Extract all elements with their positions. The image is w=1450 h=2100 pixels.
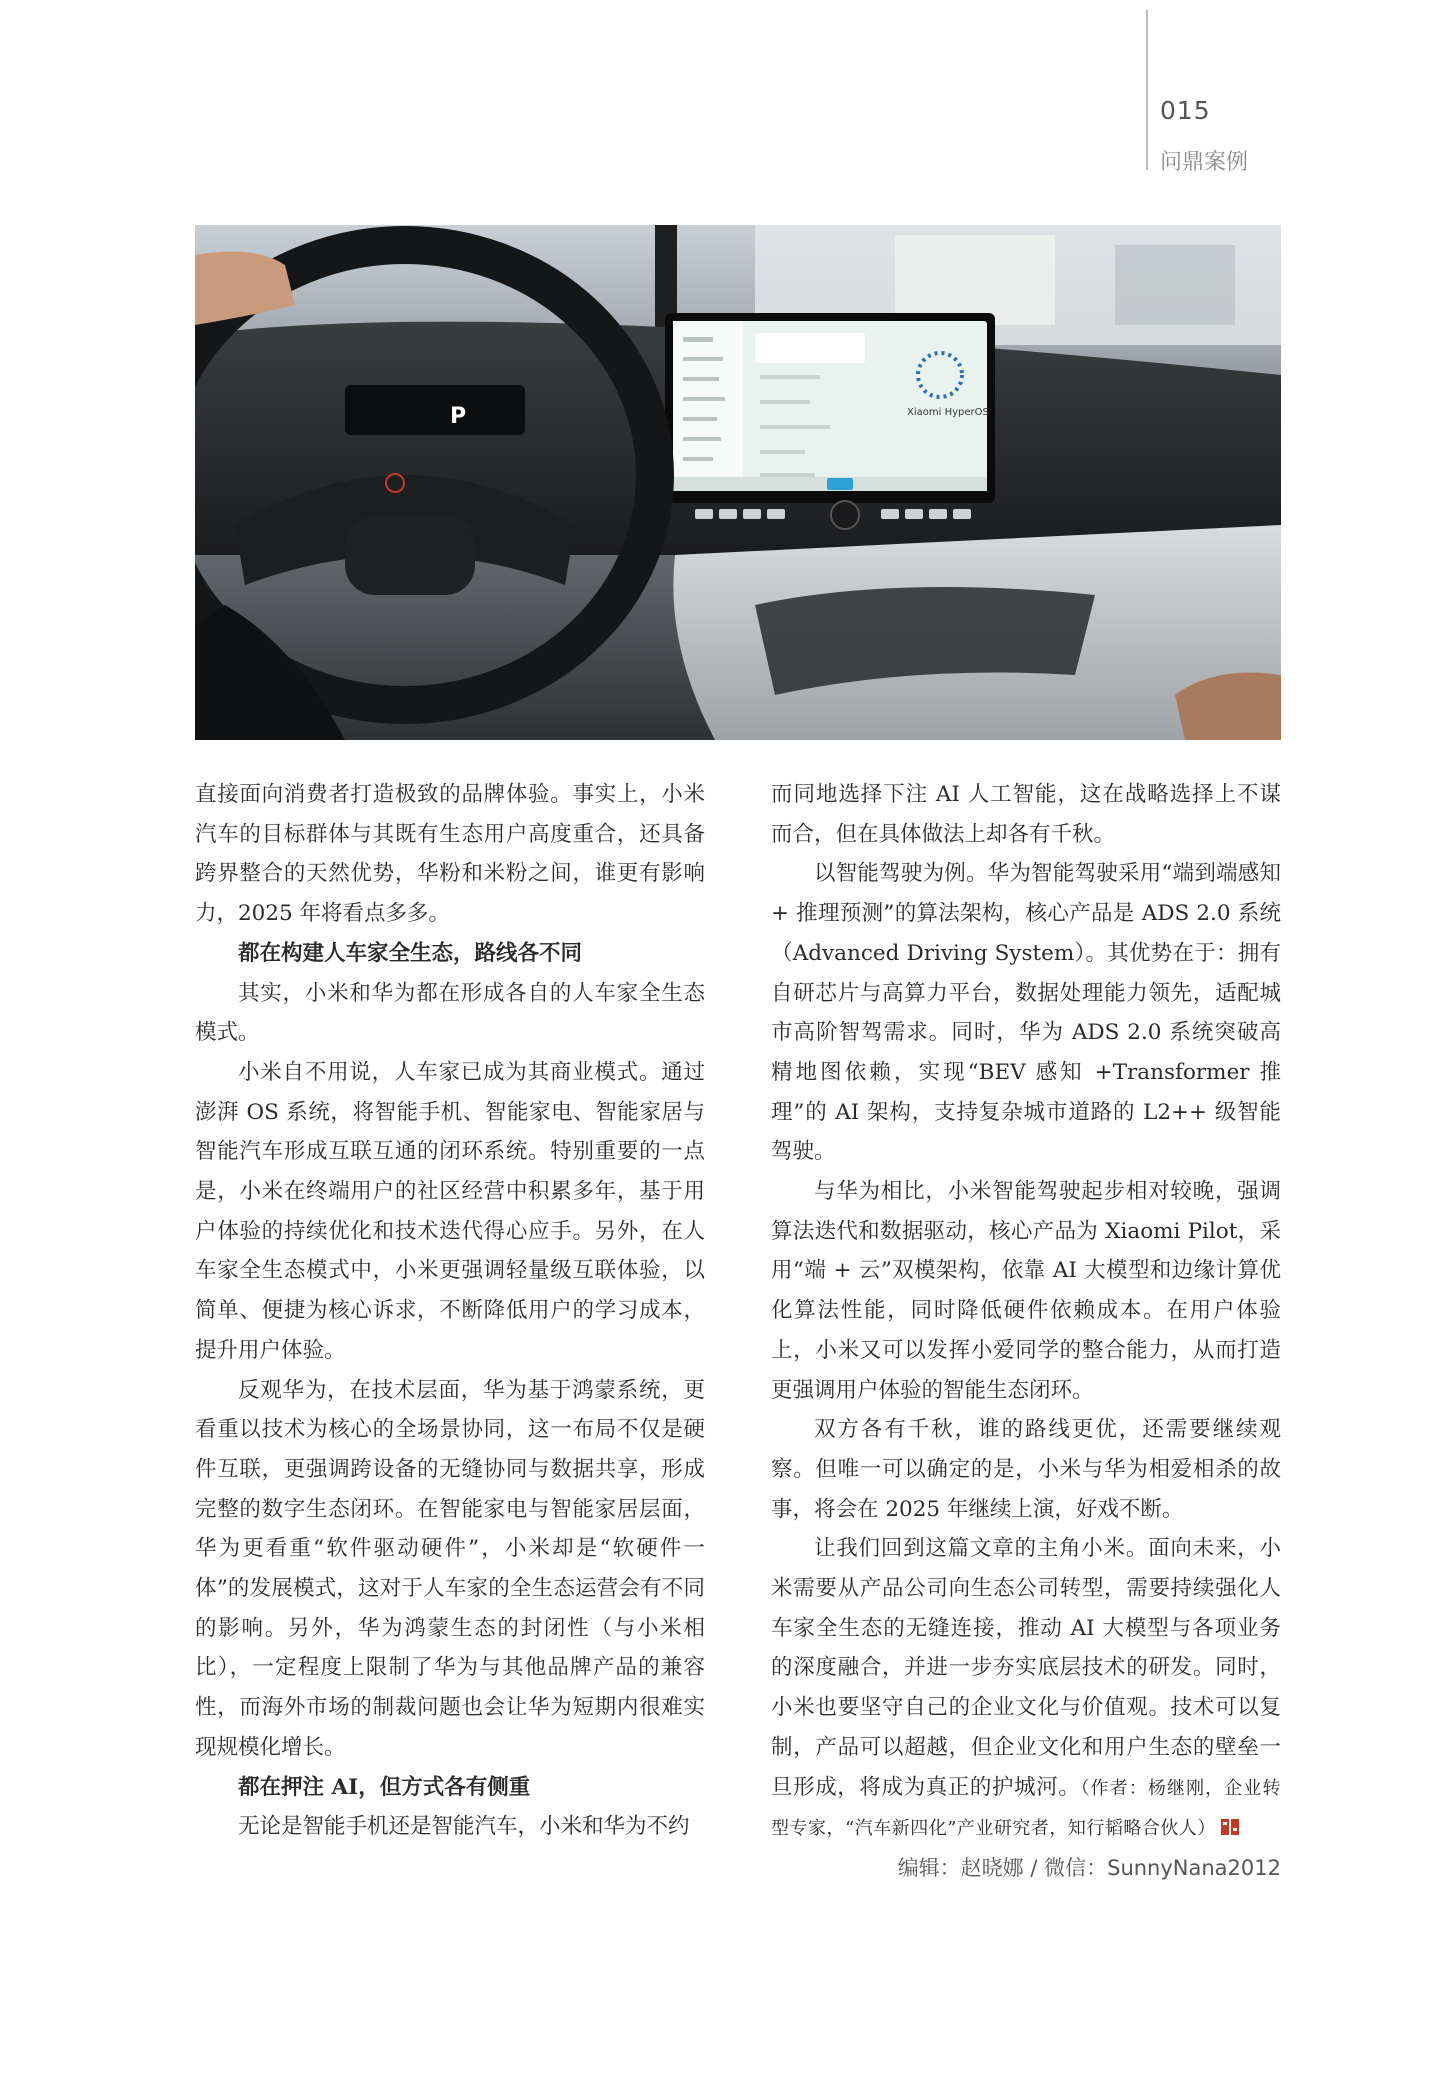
paragraph: 无论是智能手机还是智能汽车，小米和华为不约 bbox=[238, 1814, 690, 1840]
car-interior-photo bbox=[195, 225, 1281, 740]
section-name: 问鼎案例 bbox=[1160, 150, 1249, 175]
cluster-gear-label: P bbox=[450, 404, 467, 429]
paragraph: 直接面向消费者打造极致的品牌体验。事实上，小米汽车的目标群体与其既有生态用户高度重合，还具备跨界整合的天然优势，华粉和米粉之间，谁更有影响力，2025 年将看点多多。 bbox=[195, 782, 705, 927]
page-header bbox=[1146, 10, 1396, 175]
paragraph: 而同地选择下注 AI 人工智能，这在战略选择上不谋而合，但在具体做法上却各有千秋。 bbox=[771, 782, 1281, 847]
paragraph-with-author-note bbox=[771, 1529, 1281, 1849]
paragraph: 其实，小米和华为都在形成各自的人车家全生态模式。 bbox=[195, 980, 705, 1046]
header-rule bbox=[1146, 10, 1148, 170]
screen-brand-label: Xiaomi HyperOS bbox=[907, 407, 989, 418]
paragraph: 双方各有千秋，谁的路线更优，还需要继续观察。但唯一可以确定的是，小米与华为相爱相杀的故事，将会在 2025 年继续上演，好戏不断。 bbox=[771, 1417, 1281, 1522]
section-heading: 都在押注 AI，但方式各有侧重 bbox=[238, 1774, 531, 1800]
car-interior-illustration bbox=[195, 225, 1281, 740]
page-number: 015 bbox=[1160, 96, 1211, 125]
section-heading: 都在构建人车家全生态，路线各不同 bbox=[238, 940, 583, 966]
paragraph: 与华为相比，小米智能驾驶起步相对较晚，强调算法迭代和数据驱动，核心产品为 Xiaomi Pilot，采用“端 + 云”双模架构，依靠 AI 大模型和边缘计算优化算法性能，同时降低硬件依赖成本。在用户体验上，小米又可以发挥小爱同学的整合能力，从而打造更强调用户体验的智能生态闭环。 bbox=[771, 1179, 1281, 1403]
author-note: （作者：杨继刚，企业转型专家，“汽车新四化”产业研究者，知行韬略合伙人） bbox=[771, 1777, 1281, 1840]
editor-credit: 编辑：赵晓娜 / 微信：SunnyNana2012 bbox=[897, 1855, 1281, 1880]
left-column bbox=[195, 775, 705, 1847]
paragraph: 反观华为，在技术层面，华为基于鸿蒙系统，更看重以技术为核心的全场景协同，这一布局不仅是硬件互联，更强调跨设备的无缝协同与数据共享，形成完整的数字生态闭环。在智能家电与智能家居层面，华为更看重“软件驱动硬件”，小米却是“软硬件一体”的发展模式，这对于人车家的全生态运营会有不同的影响。另外，华为鸿蒙生态的封闭性（与小米相比），一定程度上限制了华为与其他品牌产品的兼容性，而海外市场的制裁问题也会让华为短期内很难实现规模化增长。 bbox=[195, 1377, 705, 1760]
end-mark-icon bbox=[1220, 1818, 1240, 1836]
right-column bbox=[771, 775, 1281, 1889]
paragraph: 小米自不用说，人车家已成为其商业模式。通过澎湃 OS 系统，将智能手机、智能家电、智能家居与智能汽车形成互联互通的闭环系统。特别重要的一点是，小米在终端用户的社区经营中积累多年，基于用户体验的持续优化和技术迭代得心应手。另外，在人车家全生态模式中，小米更强调轻量级互联体验，以简单、便捷为核心诉求，不断降低用户的学习成本，提升用户体验。 bbox=[195, 1059, 705, 1363]
paragraph-text: 让我们回到这篇文章的主角小米。面向未来，小米需要从产品公司向生态公司转型，需要持续强化人车家全生态的无缝连接，推动 AI 大模型与各项业务的深度融合，并进一步夯实底层技术的研发。同时，小米也要坚守自己的企业文化与价值观。技术可以复制，产品可以超越，但企业文化和用户生态的壁垒一旦形成，将成为真正的护城河。 bbox=[771, 1536, 1281, 1800]
paragraph: 以智能驾驶为例。华为智能驾驶采用“端到端感知 + 推理预测”的算法架构，核心产品是 ADS 2.0 系统（Advanced Driving System）。其优势在于：拥有自研芯片与高算力平台，数据处理能力领先，适配城市高阶智驾需求。同时，华为 ADS 2.0 系统突破高精地图依赖，实现“BEV 感知 +Transformer 推理”的 AI 架构，支持复杂城市道路的 L2++ 级智能驾驶。 bbox=[771, 861, 1281, 1165]
